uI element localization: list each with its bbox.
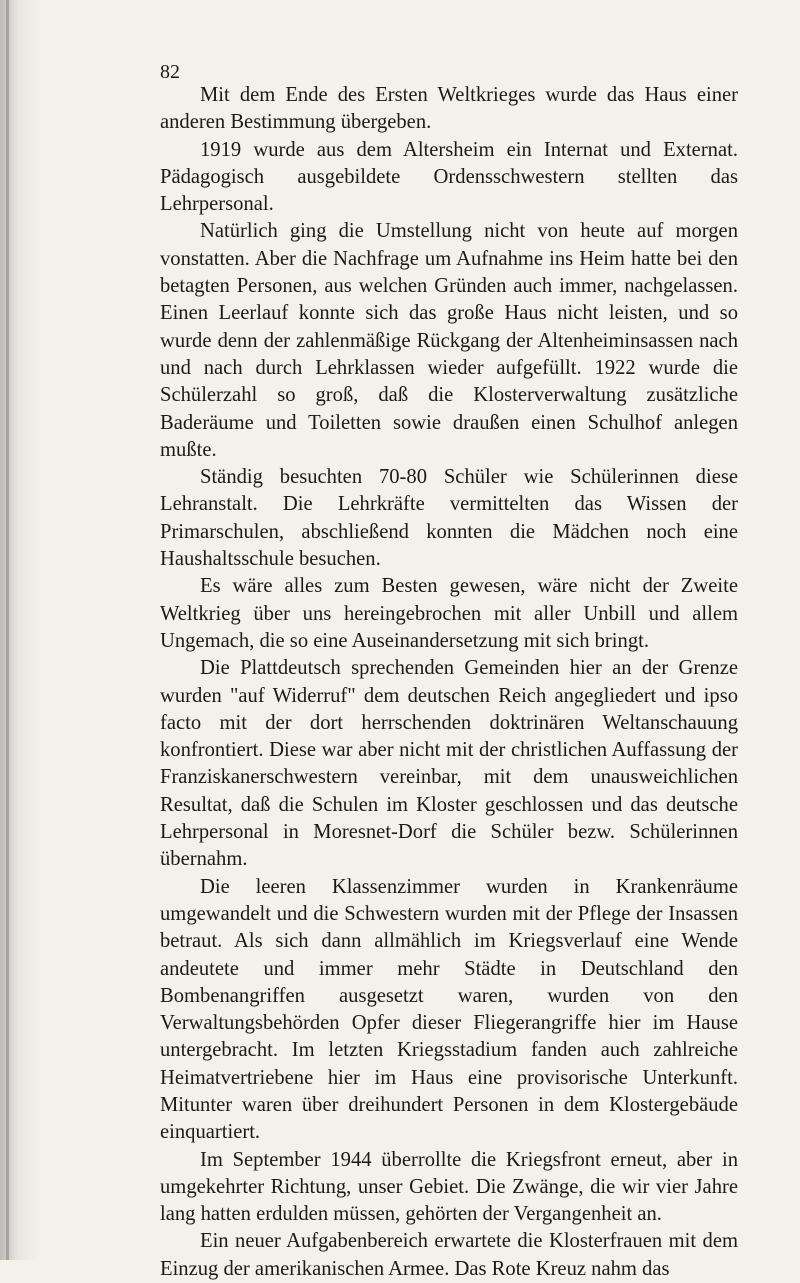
paragraph: 1919 wurde aus dem Altersheim ein Internat und Externat. Pädagogisch ausgebildete Ordensschwestern stellten das Lehrpersonal.	[160, 138, 738, 216]
paragraph: Mit dem Ende des Ersten Weltkrieges wurde das Haus einer anderen Bestimmung übergeben.	[160, 84, 738, 134]
paragraph: Es wäre alles zum Besten gewesen, wäre nicht der Zweite Weltkrieg über uns hereingebrochen mit aller Unbill und allem Ungemach, die so eine Auseinandersetzung mit sich bringt.	[160, 575, 738, 652]
paragraph: Ständig besuchten 70-80 Schüler wie Schülerinnen diese Lehranstalt. Die Lehrkräfte vermittelten das Wissen der Primarschulen, abschließend konnten die Mädchen noch eine Haushaltsschule besuchen.	[160, 466, 738, 571]
page-number: 82	[160, 61, 180, 83]
paragraph: Im September 1944 überrollte die Kriegsfront erneut, aber in umgekehrter Richtung, unser Gebiet. Die Zwänge, die wir vier Jahre lang hatten erdulden müssen, gehörten der Vergangenheit an.	[160, 1148, 738, 1226]
page-gutter-shadow	[6, 0, 9, 1260]
paragraph: Natürlich ging die Umstellung nicht von heute auf morgen vonstatten. Aber die Nachfrage um Aufnahme ins Heim hatte bei den betagten Personen, aus welchen Gründen auch immer, nachgelassen. Einen Leerlauf konnte sich das große Haus nicht leisten, und so wurde denn der zahlenmäßige Rückgang der Altenheiminsassen nach und nach durch Lehrklassen wieder aufgefüllt. 1922 wurde die Schülerzahl so groß, daß die Klosterverwaltung zusätzliche Baderäume und Toiletten sowie draußen einen Schulhof anlegen mußte.	[160, 220, 738, 461]
body-text	[160, 82, 738, 1283]
paragraph: Die leeren Klassenzimmer wurden in Krankenräume umgewandelt und die Schwestern wurden mit der Pflege der Insassen betraut. Als sich dann allmählich im Kriegsverlauf eine Wende andeutete und immer mehr Städte in Deutschland den Bombenangriffen ausgesetzt waren, wurden von den Verwaltungsbehörden Opfer dieser Fliegerangriffe hier im Hause untergebracht. Im letzten Kriegsstadium fanden auch zahlreiche Heimatvertriebene hier im Haus eine provisorische Unterkunft. Mitunter waren über dreihundert Personen in dem Klostergebäude einquartiert.	[160, 875, 738, 1144]
paragraph: Ein neuer Aufgabenbereich erwartete die Klosterfrauen mit dem Einzug der amerikanischen Armee. Das Rote Kreuz nahm das	[160, 1230, 738, 1280]
paragraph: Die Plattdeutsch sprechenden Gemeinden hier an der Grenze wurden "auf Widerruf" dem deutschen Reich angegliedert und ipso facto mit der dort herrschenden doktrinären Weltanschauung konfrontiert. Diese war aber nicht mit der christlichen Auffassung der Franziskanerschwestern vereinbar, mit dem unausweichlichen Resultat, daß die Schulen im Kloster geschlossen und das deutsche Lehrpersonal in Moresnet-Dorf die Schüler bezw. Schülerinnen übernahm.	[160, 657, 738, 871]
